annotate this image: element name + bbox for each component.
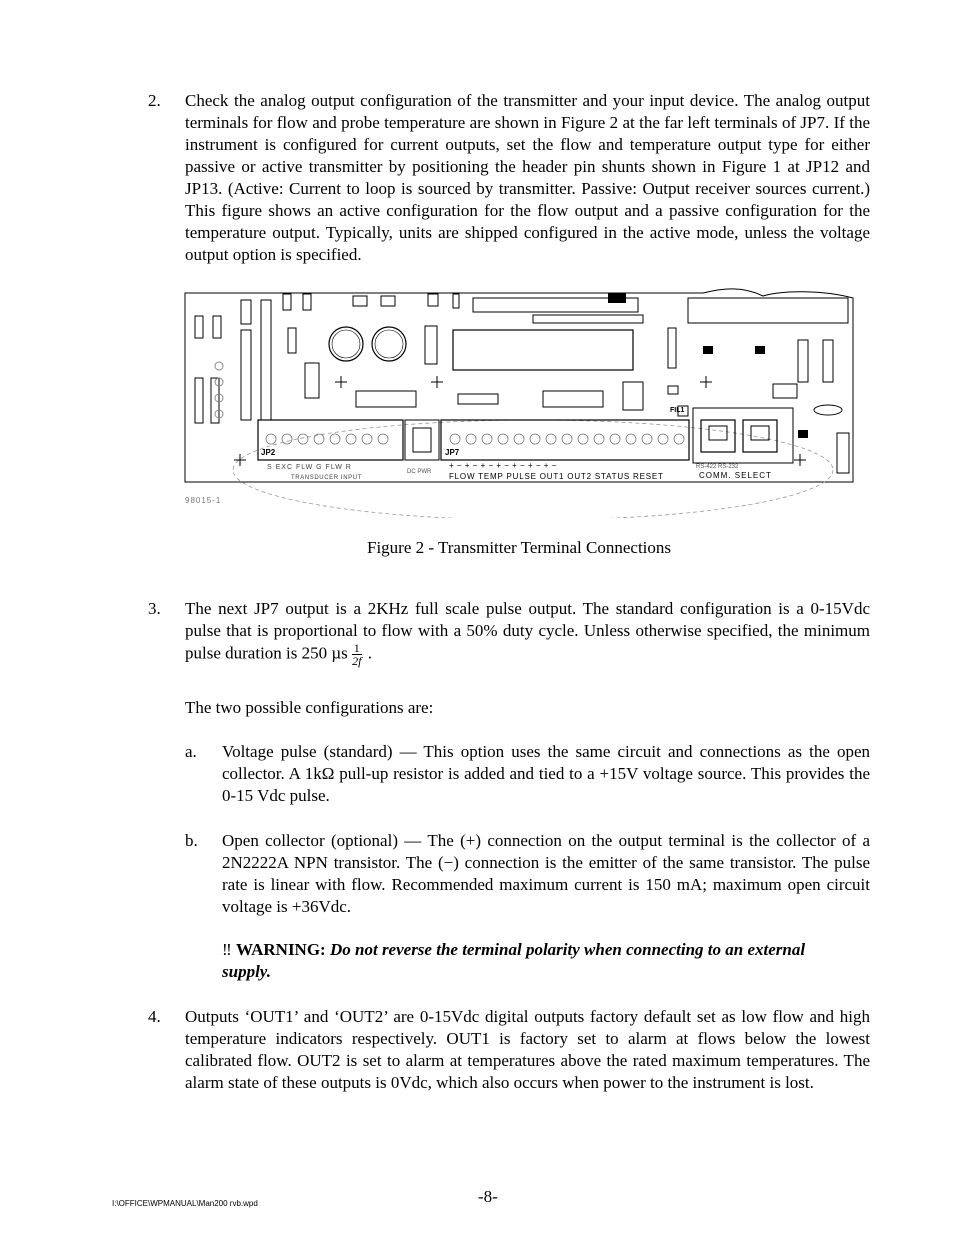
comm-type-labels: RS-422 RS-232 bbox=[696, 464, 739, 470]
item3-text: The next JP7 output is a 2KHz full scale pulse output. The standard configuration is a 0-15Vdc pulse that is proportional to flow with a 50% duty cycle. Unless otherwise specified, the minimum pulse duration is 250 µs bbox=[185, 599, 870, 663]
item-text bbox=[185, 598, 870, 667]
outputs-label: FLOW TEMP PULSE OUT1 OUT2 STATUS RESET bbox=[449, 472, 664, 481]
option-text: Open collector (optional) — The (+) connection on the output terminal is the collector of a 2N2222A NPN transistor. The (−) connection is the emitter of the same transistor. The pulse rate is linear with flow. Recommended maximum current is 150 mA; maximum open circuit voltage is +36Vdc. bbox=[222, 831, 870, 916]
item-text: Check the analog output configuration of the transmitter and your input device. The analog output terminals for flow and probe temperature are shown in Figure 2 at the far left terminals of JP7. If the instrument is configured for current outputs, set the flow and temperature output type for either passive or active transmitter by positioning the header pin shunts shown in Figure 1 at JP12 and JP13. (Active: Current to loop is sourced by transmitter. Passive: Output receiver sources current.) This figure shows an active configuration for the flow output and a passive configuration for the temperature output. Typically, units are shipped configured in the active mode, unless the voltage output option is specified. bbox=[185, 91, 870, 264]
fraction-denominator: 2f bbox=[352, 654, 362, 668]
configurations-intro: The two possible configurations are: bbox=[185, 698, 434, 717]
option-b bbox=[185, 830, 870, 918]
option-letter: b. bbox=[185, 831, 198, 850]
item-number: 4. bbox=[148, 1007, 161, 1026]
option-text: Voltage pulse (standard) — This option uses the same circuit and connections as the open collector. A 1kΩ pull-up resistor is added and tied to a +15V voltage source. This provides the 0-15 Vdc pulse. bbox=[222, 742, 870, 805]
power-label: DC PWR bbox=[407, 469, 432, 475]
warning-note bbox=[222, 939, 822, 983]
list-item-2 bbox=[148, 90, 870, 266]
list-item-4 bbox=[148, 1006, 870, 1094]
polarity-labels: + − + − + − + − + − + − + − bbox=[449, 461, 557, 470]
page-number: -8- bbox=[478, 1187, 498, 1206]
fil1-label: FIL1 bbox=[670, 407, 685, 414]
comm-select-label: COMM. SELECT bbox=[699, 471, 772, 480]
warning-label: WARNING: bbox=[236, 940, 326, 959]
item-number: 2. bbox=[148, 91, 161, 110]
option-a bbox=[185, 741, 870, 807]
jp7-label: JP7 bbox=[445, 448, 460, 457]
item-text: Outputs ‘OUT1’ and ‘OUT2’ are 0-15Vdc digital outputs factory default set as low flow and high temperature indicators respectively. OUT1 is factory set to alarm at flows below the lowest calibrated flow. OUT2 is set to alarm at temperatures above the rated maximum temperatures. The alarm state of these outputs is 0Vdc, which also occurs when power to the instrument is lost. bbox=[185, 1007, 870, 1092]
option-letter: a. bbox=[185, 742, 197, 761]
item3-text-end: . bbox=[367, 643, 373, 663]
terminal-diagram bbox=[183, 288, 855, 518]
drawing-id: 98015-1 bbox=[185, 496, 222, 505]
pulse-fraction bbox=[352, 642, 362, 667]
item-number: 3. bbox=[148, 599, 161, 618]
jp2-label: JP2 bbox=[261, 448, 276, 457]
transducer-input-label: TRANSDUCER INPUT bbox=[291, 475, 362, 481]
list-item-3 bbox=[148, 598, 870, 667]
warning-icon: ‼ bbox=[222, 940, 232, 959]
fraction-numerator: 1 bbox=[353, 641, 360, 655]
warning-text: Do not reverse the terminal polarity when connecting to an external supply. bbox=[222, 940, 806, 981]
file-path: I:\OFFICE\WPMANUAL\Man200 rvb.wpd bbox=[112, 1199, 258, 1208]
transducer-terminal-labels: S EXC FLW G FLW R bbox=[267, 464, 352, 471]
figure-caption: Figure 2 - Transmitter Terminal Connections bbox=[367, 538, 671, 557]
